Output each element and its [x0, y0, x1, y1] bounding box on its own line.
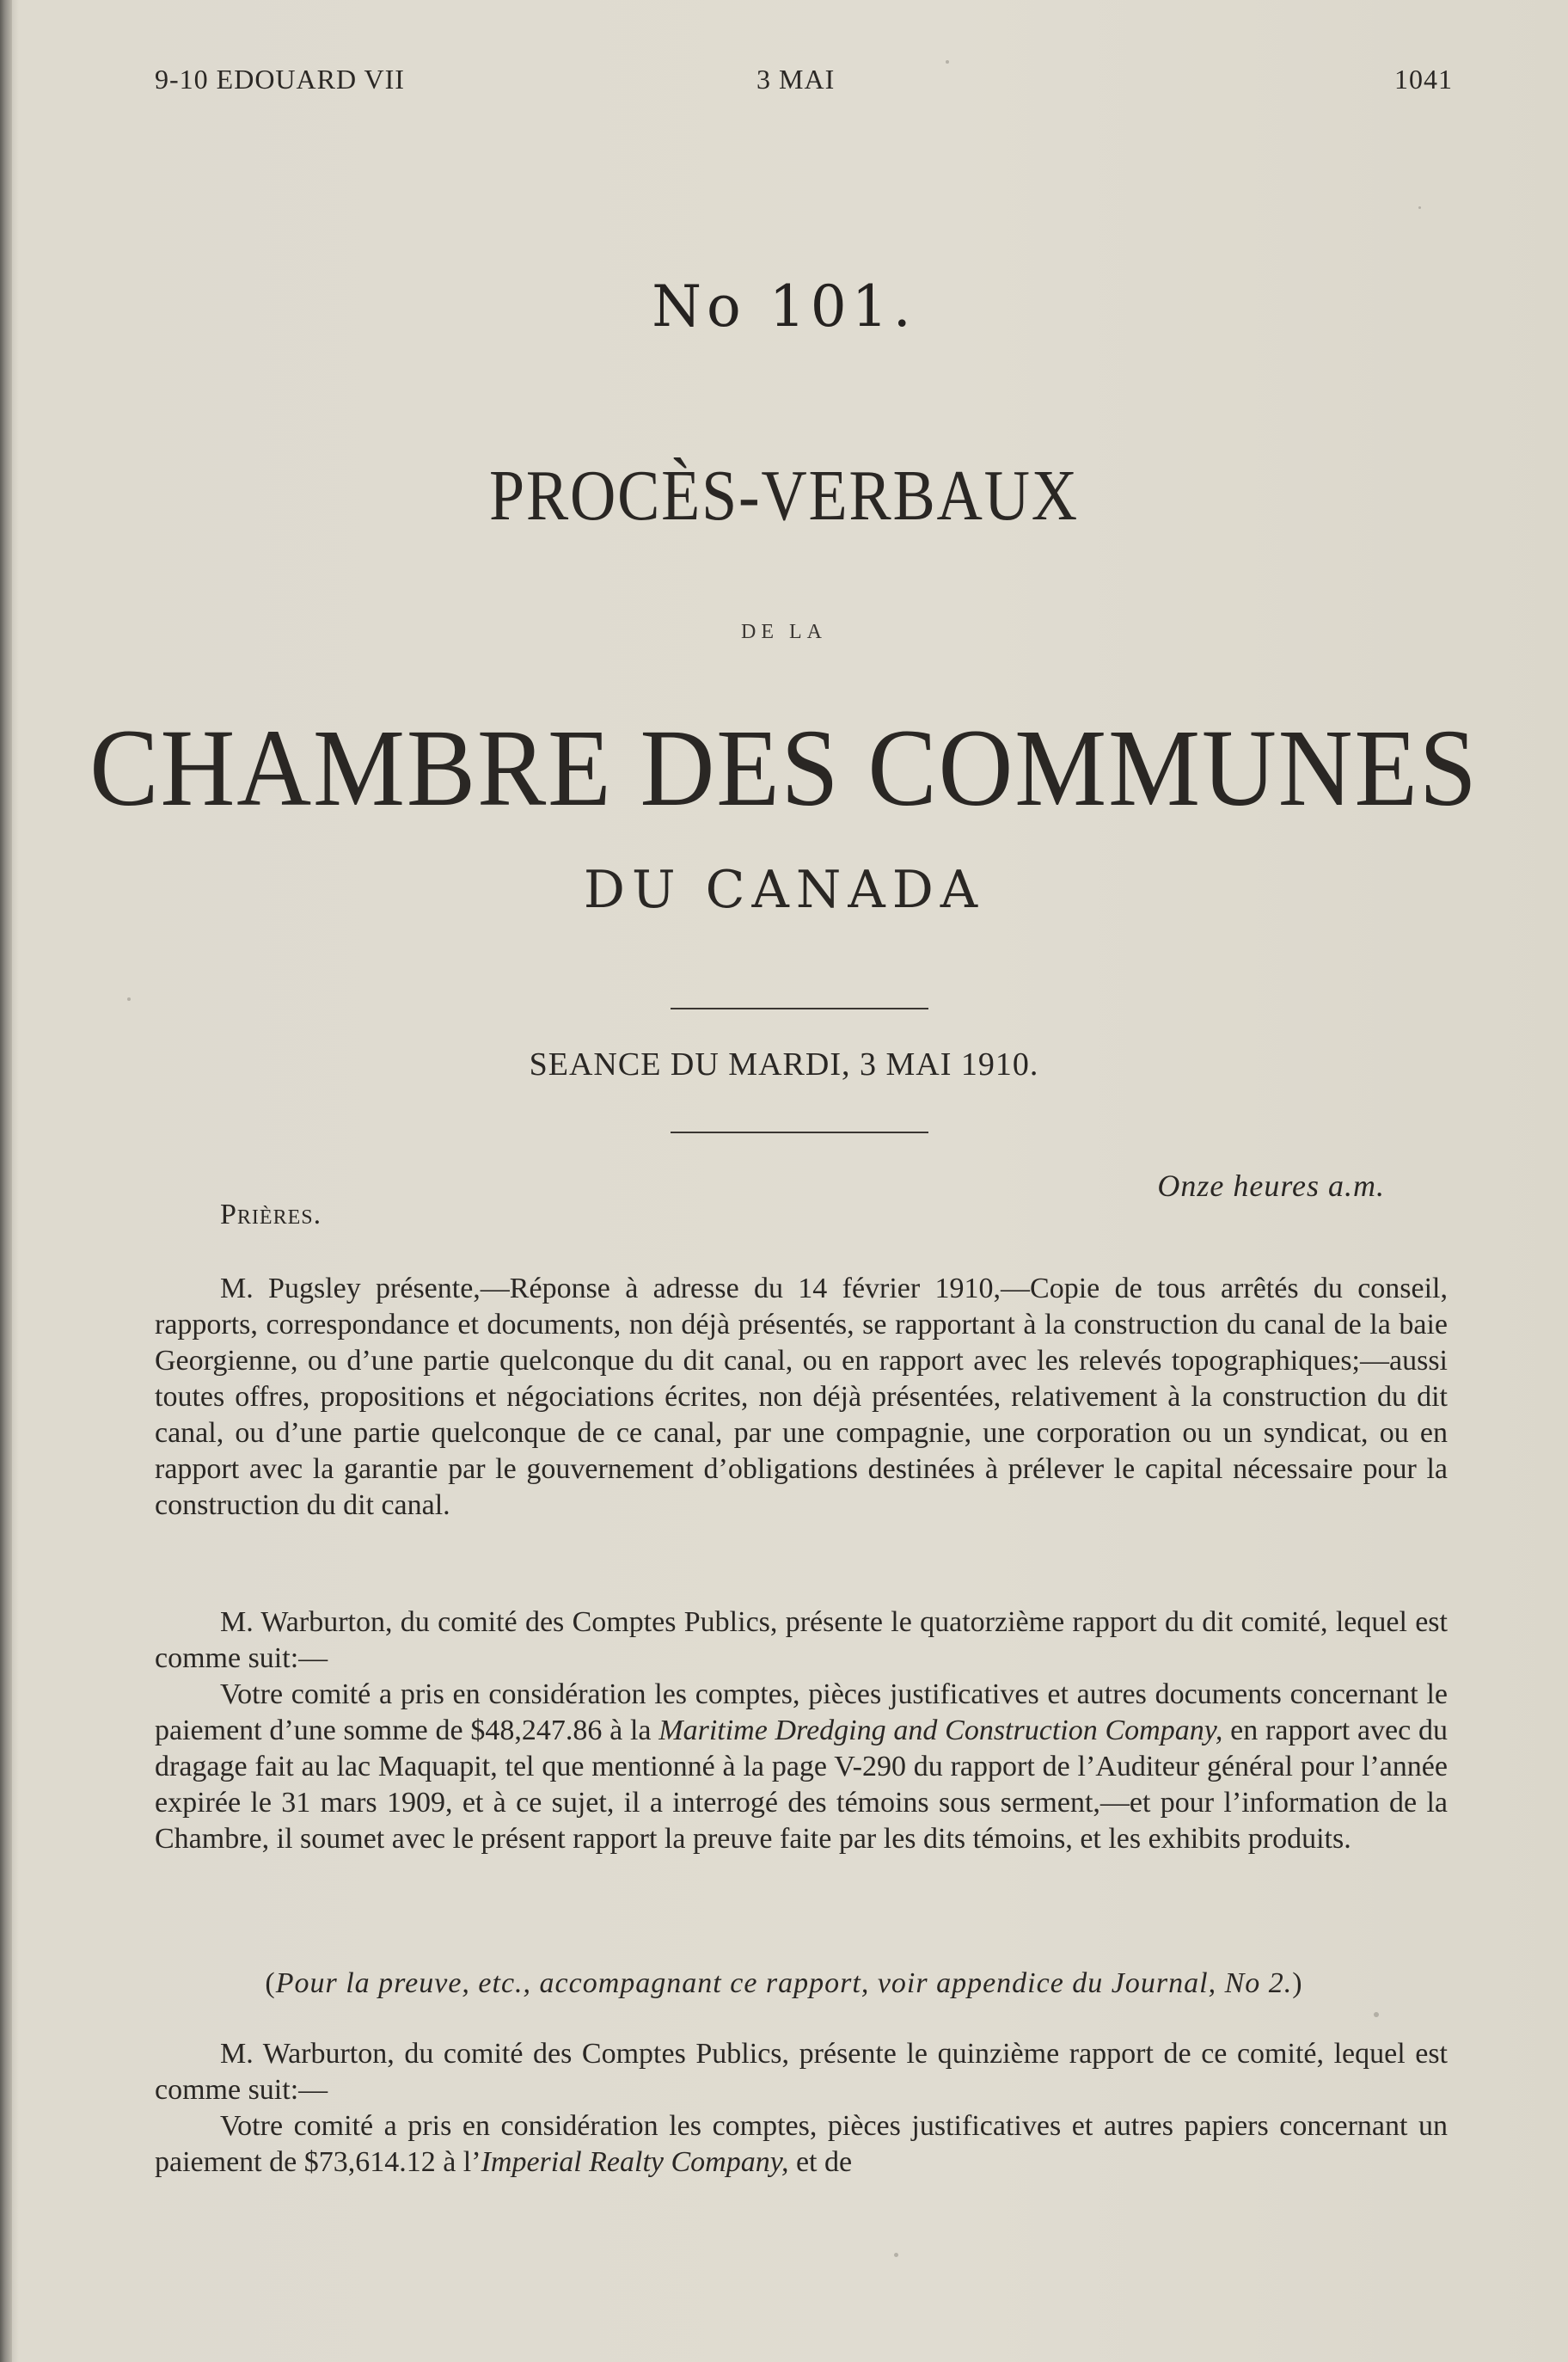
paper-speck [1418, 206, 1421, 209]
paragraph-text: M. Warburton, du comité des Comptes Publics, présente le quatorzième rapport du dit comité, lequel est comme suit:— [155, 1606, 1448, 1674]
prayers-heading: Prières. [220, 1199, 322, 1230]
running-head [155, 64, 1453, 107]
title-chambre-des-communes: CHAMBRE DES COMMUNES [89, 707, 1479, 829]
divider-rule-top [671, 1008, 928, 1009]
company-name: Maritime Dredging and Construction Company, [658, 1715, 1223, 1746]
paragraph-text: M. Warburton, du comité des Comptes Publics, présente le quinzième rapport de ce comité, lequel est comme suit:— [155, 2038, 1448, 2106]
title-de-la: DE LA [741, 621, 827, 643]
session-time: Onze heures a.m. [1157, 1169, 1385, 1203]
title-du-canada: DU CANADA [583, 860, 985, 920]
title-proces-verbaux: PROCÈS-VERBAUX [489, 456, 1079, 536]
issue-number: No 101. [652, 273, 916, 340]
paragraph-warburton-14th-report [155, 1604, 1448, 1857]
paper-speck [894, 2253, 898, 2257]
paragraph-pugsley [155, 1271, 1448, 1524]
divider-rule-bottom [671, 1132, 928, 1133]
session-heading: SEANCE DU MARDI, 3 MAI 1910. [529, 1046, 1039, 1083]
running-head-left: 9-10 EDOUARD VII [155, 64, 405, 95]
company-name: Imperial Realty Company, [481, 2146, 789, 2178]
paragraph-text: M. Pugsley présente,—Réponse à adresse du 14 février 1910,—Copie de tous arrêtés du conseil, rapports, correspondance et documents, non déjà présentés, se rapportant à la construction du canal de la baie Georgienne, ou d’une partie quelconque du dit canal, ou en rapport avec les relevés topographiques;—aussi toutes offres, propositions et négociations écrites, non déjà présentées, relativement à la construction du dit canal, ou d’une partie quelconque de ce canal, par une compagnie, une corporation ou un syndicat, ou en rapport avec la garantie par le gouvernement d’obligations destinées à prélever le capital nécessaire pour la construction du dit canal. [155, 1273, 1448, 1521]
paper-speck [946, 60, 949, 64]
paragraph-text: Votre comité a pris en considération les comptes, pièces justificatives et autres documents concernant le paiement d’une somme de $48,247.86 à la Maritime Dredging and Construction Company, en rapport avec du dragage fait au lac Maquapit, tel que mentionné à la page V-290 du rapport de l’Auditeur général pour l’année expirée le 31 mars 1909, et à ce sujet, il a interrogé des témoins sous serment,—et pour l’information de la Chambre, il soumet avec le présent rapport la preuve faite par les dits témoins, et les exhibits produits. [155, 1678, 1448, 1855]
paragraph-warburton-15th-report [155, 2036, 1448, 2181]
appendix-note: (Pour la preuve, etc., accompagnant ce rapport, voir appendice du Journal, No 2.) [265, 1967, 1303, 1999]
book-spine-shadow [0, 0, 12, 2362]
page-number: 1041 [1394, 64, 1453, 95]
paragraph-text: Votre comité a pris en considération les comptes, pièces justificatives et autres papiers concernant un paiement de $73,614.12 à l’Imperial Realty Company, et de [155, 2110, 1448, 2178]
running-head-date: 3 MAI [756, 64, 836, 95]
paper-speck [1374, 2012, 1379, 2017]
paper-speck [127, 997, 131, 1001]
